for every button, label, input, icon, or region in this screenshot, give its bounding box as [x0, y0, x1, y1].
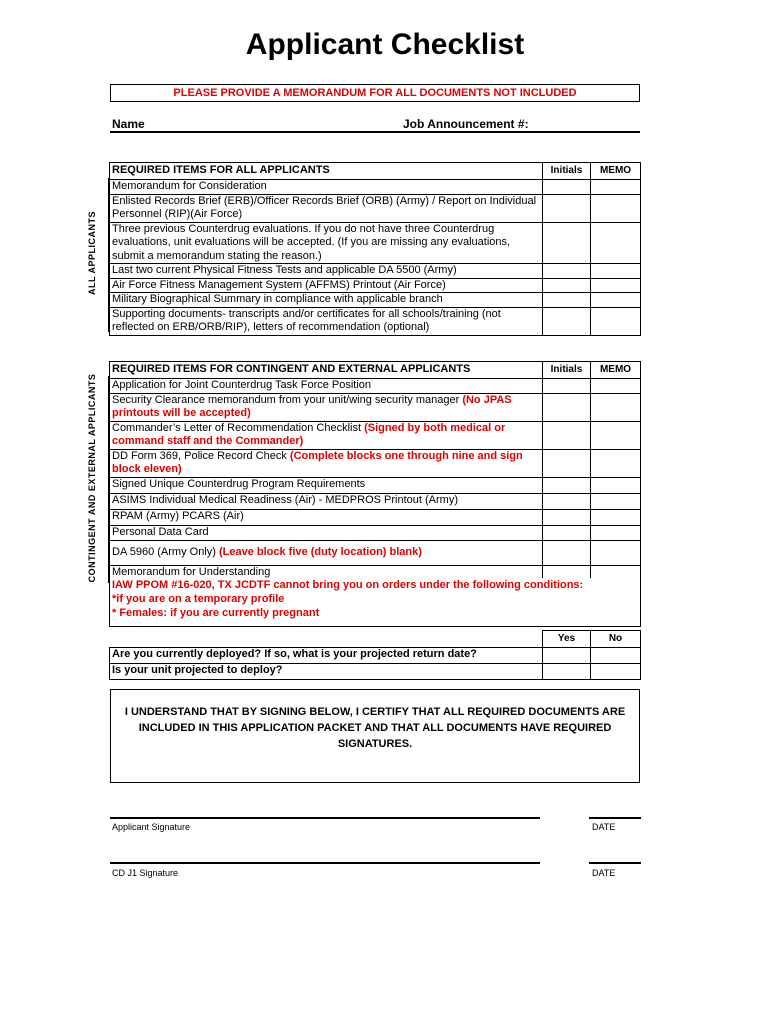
- cdj1-date-line[interactable]: [589, 862, 641, 864]
- checklist-item: Commander’s Letter of Recommendation Checklist (Signed by both medical or command staff and the Commander): [110, 421, 543, 449]
- memo-cell[interactable]: [591, 449, 641, 477]
- section1-initials-header: Initials: [543, 163, 591, 180]
- no-header: No: [591, 631, 641, 648]
- name-row[interactable]: [110, 116, 640, 133]
- memo-cell[interactable]: [591, 278, 641, 293]
- initials-cell[interactable]: [543, 379, 591, 394]
- mou-condition-line: IAW PPOM #16-020, TX JCDTF cannot bring you on orders under the following conditions:: [112, 579, 584, 591]
- checklist-item: Last two current Physical Fitness Tests and applicable DA 5500 (Army): [110, 264, 543, 279]
- job-announcement-label: Job Announcement #:: [403, 117, 529, 131]
- section1-memo-header: MEMO: [591, 163, 641, 180]
- applicant-date-label: DATE: [592, 822, 616, 832]
- contingent-applicants-table: [109, 361, 641, 627]
- checklist-item: Air Force Fitness Management System (AFFMS) Printout (Air Force): [110, 278, 543, 293]
- applicant-signature-label: Applicant Signature: [112, 822, 191, 832]
- cdj1-signature-line[interactable]: [110, 862, 540, 864]
- section1-heading: REQUIRED ITEMS FOR ALL APPLICANTS: [110, 163, 543, 180]
- section2-initials-header: Initials: [543, 362, 591, 379]
- yes-header: Yes: [543, 631, 591, 648]
- initials-cell[interactable]: [543, 509, 591, 525]
- initials-cell[interactable]: [543, 540, 591, 565]
- initials-cell[interactable]: [543, 449, 591, 477]
- checklist-item: ASIMS Individual Medical Readiness (Air) - MEDPROS Printout (Army): [110, 493, 543, 509]
- question-projected-deploy: Is your unit projected to deploy?: [110, 664, 543, 680]
- memo-cell[interactable]: [591, 393, 641, 421]
- checklist-item: RPAM (Army) PCARS (Air): [110, 509, 543, 525]
- memo-cell[interactable]: [591, 222, 641, 264]
- memo-cell[interactable]: [591, 565, 641, 578]
- checklist-item: Signed Unique Counterdrug Program Requirements: [110, 477, 543, 493]
- memo-cell[interactable]: [591, 493, 641, 509]
- checklist-item: DA 5960 (Army Only) (Leave block five (duty location) blank): [110, 540, 543, 565]
- checklist-item: Three previous Counterdrug evaluations. If you do not have three Counterdrug evaluations, unit evaluations will be accepted. (If you are missing any evaluations, submit a memorandum stating the reason.): [110, 222, 543, 264]
- initials-cell[interactable]: [543, 180, 591, 195]
- initials-cell[interactable]: [543, 477, 591, 493]
- memo-cell[interactable]: [591, 540, 641, 565]
- checklist-item: DD Form 369, Police Record Check (Complete blocks one through nine and sign block eleven): [110, 449, 543, 477]
- checklist-item: Military Biographical Summary in compliance with applicable branch: [110, 293, 543, 308]
- certification-text: I UNDERSTAND THAT BY SIGNING BELOW, I CERTIFY THAT ALL REQUIRED DOCUMENTS ARE INCLUDED IN THIS APPLICATION PACKET AND THAT ALL DOCUMENTS HAVE REQUIRED SIGNATURES.: [124, 706, 626, 750]
- memo-cell[interactable]: [591, 421, 641, 449]
- page-title: Applicant Checklist: [245, 28, 525, 61]
- initials-cell[interactable]: [543, 421, 591, 449]
- initials-cell[interactable]: [543, 493, 591, 509]
- memo-cell[interactable]: [591, 264, 641, 279]
- section2-heading: REQUIRED ITEMS FOR CONTINGENT AND EXTERNAL APPLICANTS: [110, 362, 543, 379]
- initials-cell[interactable]: [543, 194, 591, 222]
- applicant-date-line[interactable]: [589, 817, 641, 819]
- question-deployed: Are you currently deployed? If so, what is your projected return date?: [110, 648, 543, 664]
- mou-conditions: [110, 578, 641, 626]
- deployment-questions-table: [109, 630, 641, 680]
- cdj1-date-label: DATE: [592, 868, 616, 878]
- initials-cell[interactable]: [543, 393, 591, 421]
- memo-cell[interactable]: [591, 180, 641, 195]
- mou-label: Memorandum for Understanding: [110, 565, 543, 578]
- mou-condition-line: *if you are on a temporary profile: [112, 593, 285, 605]
- memo-cell[interactable]: [591, 525, 641, 540]
- no-cell[interactable]: [591, 664, 641, 680]
- section2-side-label: CONTINGENT AND EXTERNAL APPLICANTS: [87, 373, 97, 583]
- initials-cell[interactable]: [543, 525, 591, 540]
- initials-cell[interactable]: [543, 565, 591, 578]
- all-applicants-table: [109, 162, 641, 336]
- initials-cell[interactable]: [543, 278, 591, 293]
- memorandum-notice: PLEASE PROVIDE A MEMORANDUM FOR ALL DOCUMENTS NOT INCLUDED: [110, 84, 640, 102]
- checklist-item: Application for Joint Counterdrug Task Force Position: [110, 379, 543, 394]
- checklist-item: Supporting documents- transcripts and/or certificates for all schools/training (not reflected on ERB/ORB/RIP), letters of recommendation (optional): [110, 307, 543, 335]
- memo-cell[interactable]: [591, 379, 641, 394]
- name-label: Name: [112, 117, 145, 131]
- cdj1-signature-label: CD J1 Signature: [112, 868, 179, 878]
- initials-cell[interactable]: [543, 293, 591, 308]
- section1-side-label: ALL APPLICANTS: [87, 211, 97, 296]
- initials-cell[interactable]: [543, 264, 591, 279]
- yes-cell[interactable]: [543, 648, 591, 664]
- checklist-item: Enlisted Records Brief (ERB)/Officer Records Brief (ORB) (Army) / Report on Individual Personnel (RIP)(Air Force): [110, 194, 543, 222]
- memo-cell[interactable]: [591, 509, 641, 525]
- section2-memo-header: MEMO: [591, 362, 641, 379]
- checklist-item: Personal Data Card: [110, 525, 543, 540]
- memo-cell[interactable]: [591, 477, 641, 493]
- mou-condition-line: * Females: if you are currently pregnant: [112, 607, 320, 619]
- certification-box: [110, 689, 640, 783]
- yes-cell[interactable]: [543, 664, 591, 680]
- memo-cell[interactable]: [591, 194, 641, 222]
- checklist-item: Security Clearance memorandum from your unit/wing security manager (No JPAS printouts will be accepted): [110, 393, 543, 421]
- memo-cell[interactable]: [591, 293, 641, 308]
- initials-cell[interactable]: [543, 222, 591, 264]
- applicant-signature-line[interactable]: [110, 817, 540, 819]
- checklist-item: Memorandum for Consideration: [110, 180, 543, 195]
- memo-cell[interactable]: [591, 307, 641, 335]
- no-cell[interactable]: [591, 648, 641, 664]
- initials-cell[interactable]: [543, 307, 591, 335]
